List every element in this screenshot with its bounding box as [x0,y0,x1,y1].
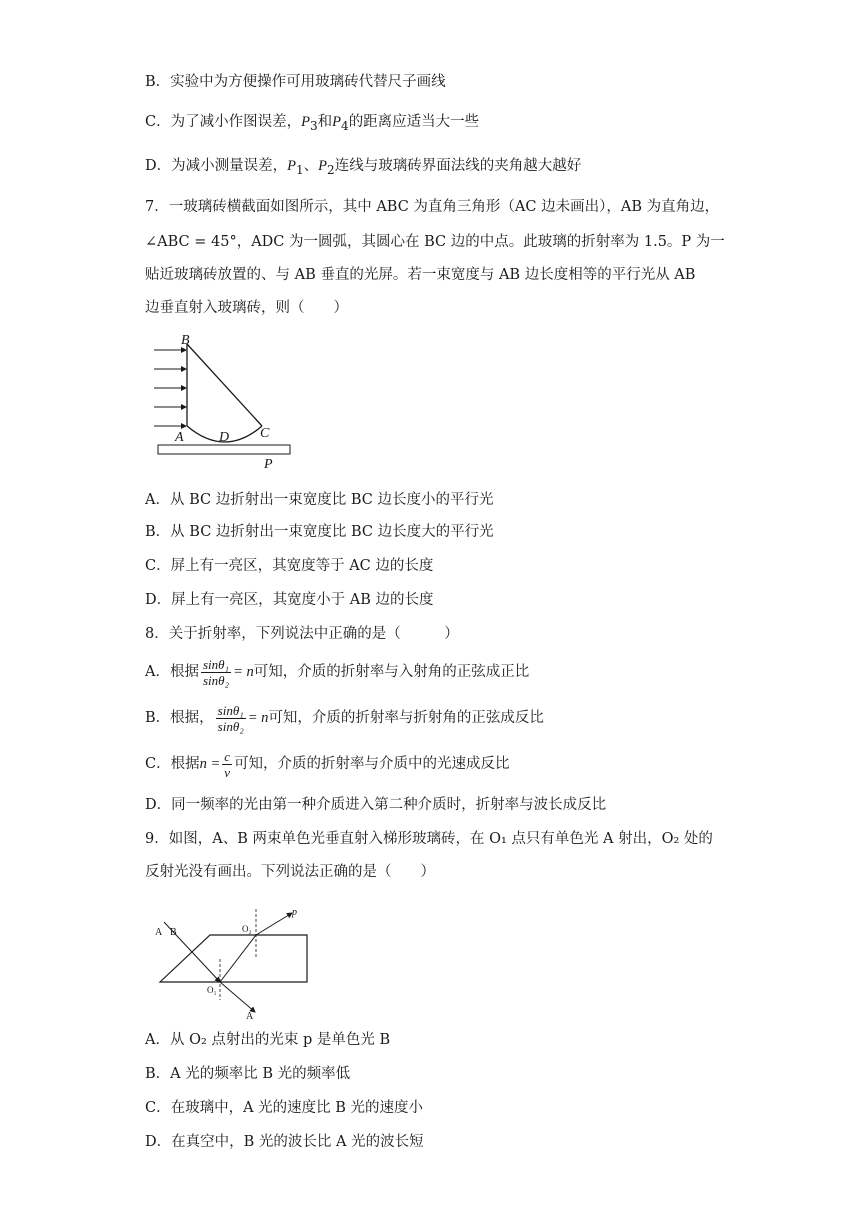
q7-label-p: P [264,457,273,470]
q9-option-b: B．A 光的频率比 B 光的频率低 [145,1066,351,1082]
q7-edge-bc [187,344,262,426]
q9-label-b: B [170,927,177,938]
q6-option-d: D．为减小测量误差，$P_1$、$P_2$连线与玻璃砖界面法线的夹角越大越好 [145,158,582,177]
q7-stem-line4: 边垂直射入玻璃砖，则（ ） [145,300,348,316]
q8-c-fraction: $\frac{c}{v}$ [224,748,231,780]
q7-option-c: C．屏上有一亮区，其宽度等于 AC 边的长度 [145,558,434,574]
q7-incident-rays [154,350,186,426]
q7-label-d: D [219,430,230,445]
q7-option-a: A．从 BC 边折射出一束宽度比 BC 边长度小的平行光 [145,492,494,508]
q7-label-b: B [181,333,190,348]
q7-figure [150,330,300,470]
q8-option-c: C．根据n = $\frac{c}{v}$ 可知，介质的折射率与介质中的光速成反比 [145,748,510,780]
q9-exit-ray-p [256,913,292,935]
q8-option-b: B．根据， $\frac{\text{sinθ₁}}{\text{sinθ₂}}$ = n可知，介质的折射率与折射角的正弦成反比 [145,702,544,734]
q8-option-d: D．同一频率的光由第一种介质进入第二种介质时，折射率与波长成反比 [145,797,607,813]
q8-option-a: A．根据 $\frac{\text{sinθ₁}}{\text{sinθ₂}}$ = n可知，介质的折射率与入射角的正弦成正比 [145,656,530,688]
q9-option-d: D．在真空中，B 光的波长比 A 光的波长短 [145,1134,424,1150]
q9-option-a: A．从 O₂ 点射出的光束 p 是单色光 B [145,1032,391,1048]
q9-figure [150,895,315,1020]
q9-label-o2: O₂ [242,924,252,934]
q9-internal-ray [220,935,256,982]
q7-stem-line1: 7．一玻璃砖横截面如图所示，其中 ABC 为直角三角形（AC 边未画出），AB 为直角边， [145,199,720,215]
q9-option-c: C．在玻璃中，A 光的速度比 B 光的速度小 [145,1100,424,1116]
q8-stem: 8．关于折射率，下列说法中正确的是（ ） [145,626,459,642]
q6-option-c: C．为了减小作图误差，$P_3$和$P_4$的距离应适当大一些 [145,114,480,133]
q8-a-fraction: $\frac{\text{sinθ₁}}{\text{sinθ₂}}$ [202,656,230,688]
q7-screen-p [158,445,290,454]
q9-label-a-exit: A [246,1011,254,1020]
q7-stem-line2: ∠ABC = 45°，ADC 为一圆弧，其圆心在 BC 边的中点。此玻璃的折射率为 1.5。P 为一 [145,234,725,250]
q9-stem-line1: 9．如图，A、B 两束单色光垂直射入梯形玻璃砖，在 O₁ 点只有单色光 A 射出，O₂ 处的 [145,831,713,847]
q7-label-c: C [260,426,270,441]
q8-b-fraction: $\frac{\text{sinθ₁}}{\text{sinθ₂}}$ [217,702,244,734]
q9-label-p: p [292,907,297,918]
q7-label-a: A [175,430,184,445]
q9-label-a: A [155,927,163,938]
q9-label-o1: O₁ [207,985,217,995]
q7-option-b: B．从 BC 边折射出一束宽度比 BC 边长度大的平行光 [145,524,494,540]
q6-option-b: B．实验中为方便操作可用玻璃砖代替尺子画线 [145,74,446,90]
q7-option-d: D．屏上有一亮区，其宽度小于 AB 边的长度 [145,592,434,608]
q9-stem-line2: 反射光没有画出。下列说法正确的是（ ） [145,864,435,880]
q7-stem-line3: 贴近玻璃砖放置的、与 AB 垂直的光屏。若一束宽度与 AB 边长度相等的平行光从 AB [145,267,696,283]
q9-exit-ray-a [220,982,255,1012]
